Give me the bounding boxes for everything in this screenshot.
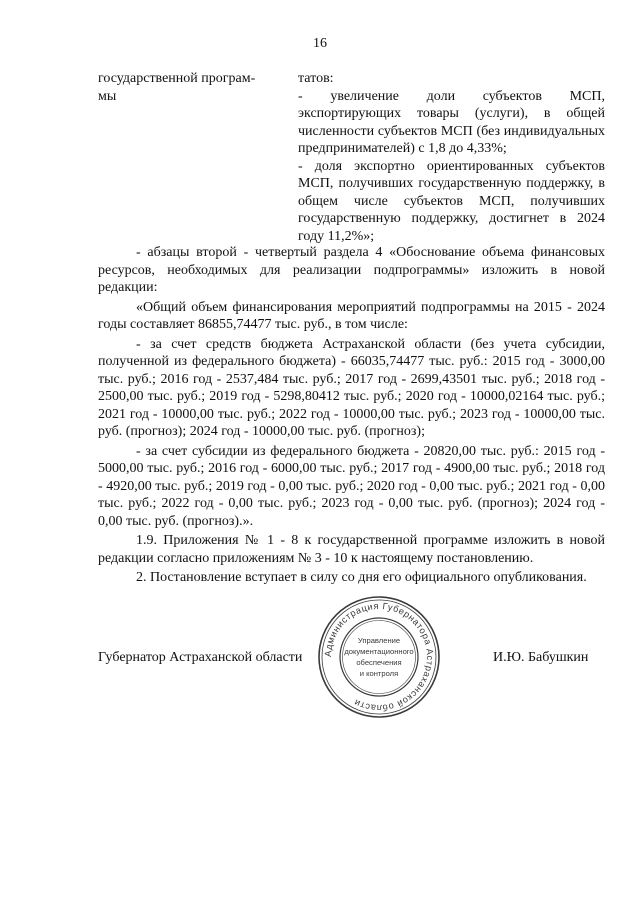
table-left-line: мы	[98, 88, 117, 104]
official-stamp	[317, 595, 441, 719]
stamp-outer-ring	[319, 597, 439, 717]
body-paragraph: - абзацы второй - четвертый раздела 4 «Обоснование объема финансовых ресурсов, необходимых для реализации подпрограммы» изложить в новой редакции:	[98, 245, 605, 295]
stamp-inner-ring	[340, 618, 418, 696]
body-paragraph: - за счет субсидии из федерального бюджета - 20820,00 тыс. руб.: 2015 год - 5000,00 тыс. руб.; 2016 год - 6000,00 тыс. руб.; 2017 год - 4900,00 тыс. руб.; 2018 год - 4920,00 тыс. руб.; 2019 год - 0,00 тыс. руб.; 2020 год - 0,00 тыс. руб.; 2021 год - 0,00 тыс. руб.; 2022 год - 0,00 тыс. руб.; 2023 год - 0,00 тыс. руб. (прогноз); 2024 год - 0,00 тыс. руб. (прогноз).».	[98, 443, 605, 529]
table-right-paragraph: - доля экспортно ориентированных субъектов МСП, получивших государственную поддержку, в общем числе субъектов МСП, получивших государственную поддержку, достигнет в 2024 году 11,2%»;	[298, 158, 605, 244]
page-number: 16	[313, 36, 327, 51]
body-paragraph: - за счет средств бюджета Астраханской области (без учета субсидии, полученной из федерального бюджета) - 66035,74477 тыс. руб.: 2015 год - 3000,00 тыс. руб.; 2016 год - 2537,484 тыс. руб.; 2017 год - 2699,43501 тыс. руб.; 2018 год - 2500,00 тыс. руб.; 2019 год - 5298,80412 тыс. руб.; 2020 год - 10000,02164 тыс. руб.; 2021 год - 10000,00 тыс. руб.; 2022 год - 10000,00 тыс. руб.; 2023 год - 10000,00 тыс. руб. (прогноз); 2024 год - 10000,00 тыс. руб. (прогноз);	[98, 336, 605, 439]
stamp-center-line: документационного	[344, 647, 414, 656]
stamp-center-line: обеспечения	[356, 658, 402, 667]
body-paragraph: 2. Постановление вступает в силу со дня его официального опубликования.	[136, 570, 587, 585]
signer-name: И.Ю. Бабушкин	[493, 650, 589, 665]
stamp-ring-text: Администрация Губернатора Астраханской области	[322, 600, 436, 714]
table-left-cell	[98, 70, 278, 105]
stamp-center-line: Управление	[357, 636, 401, 645]
stamp-outer-ring-inner	[322, 600, 436, 714]
document-body	[98, 244, 605, 587]
stamp-center-line: и контроля	[359, 669, 399, 678]
body-paragraph: 1.9. Приложения № 1 - 8 к государственной программе изложить в новой редакции согласно приложениям № 3 - 10 к настоящему постановлению.	[98, 533, 605, 566]
table-right-paragraph: татов:	[298, 71, 334, 86]
table-right-paragraph: - увеличение доли субъектов МСП, экспортирующих товары (услуги), в общей численности субъектов МСП (без индивидуальных предпринимателей) с 1,8 до 4,33%;	[298, 88, 605, 156]
stamp-inner-ring-2	[343, 621, 416, 694]
signer-title: Губернатор Астраханской области	[98, 650, 303, 665]
table-left-line: государственной програм-	[98, 71, 256, 86]
body-paragraph: «Общий объем финансирования мероприятий подпрограммы на 2015 - 2024 годы составляет 86855,74477 тыс. руб., в том числе:	[98, 299, 605, 332]
table-right-cell	[298, 70, 605, 245]
